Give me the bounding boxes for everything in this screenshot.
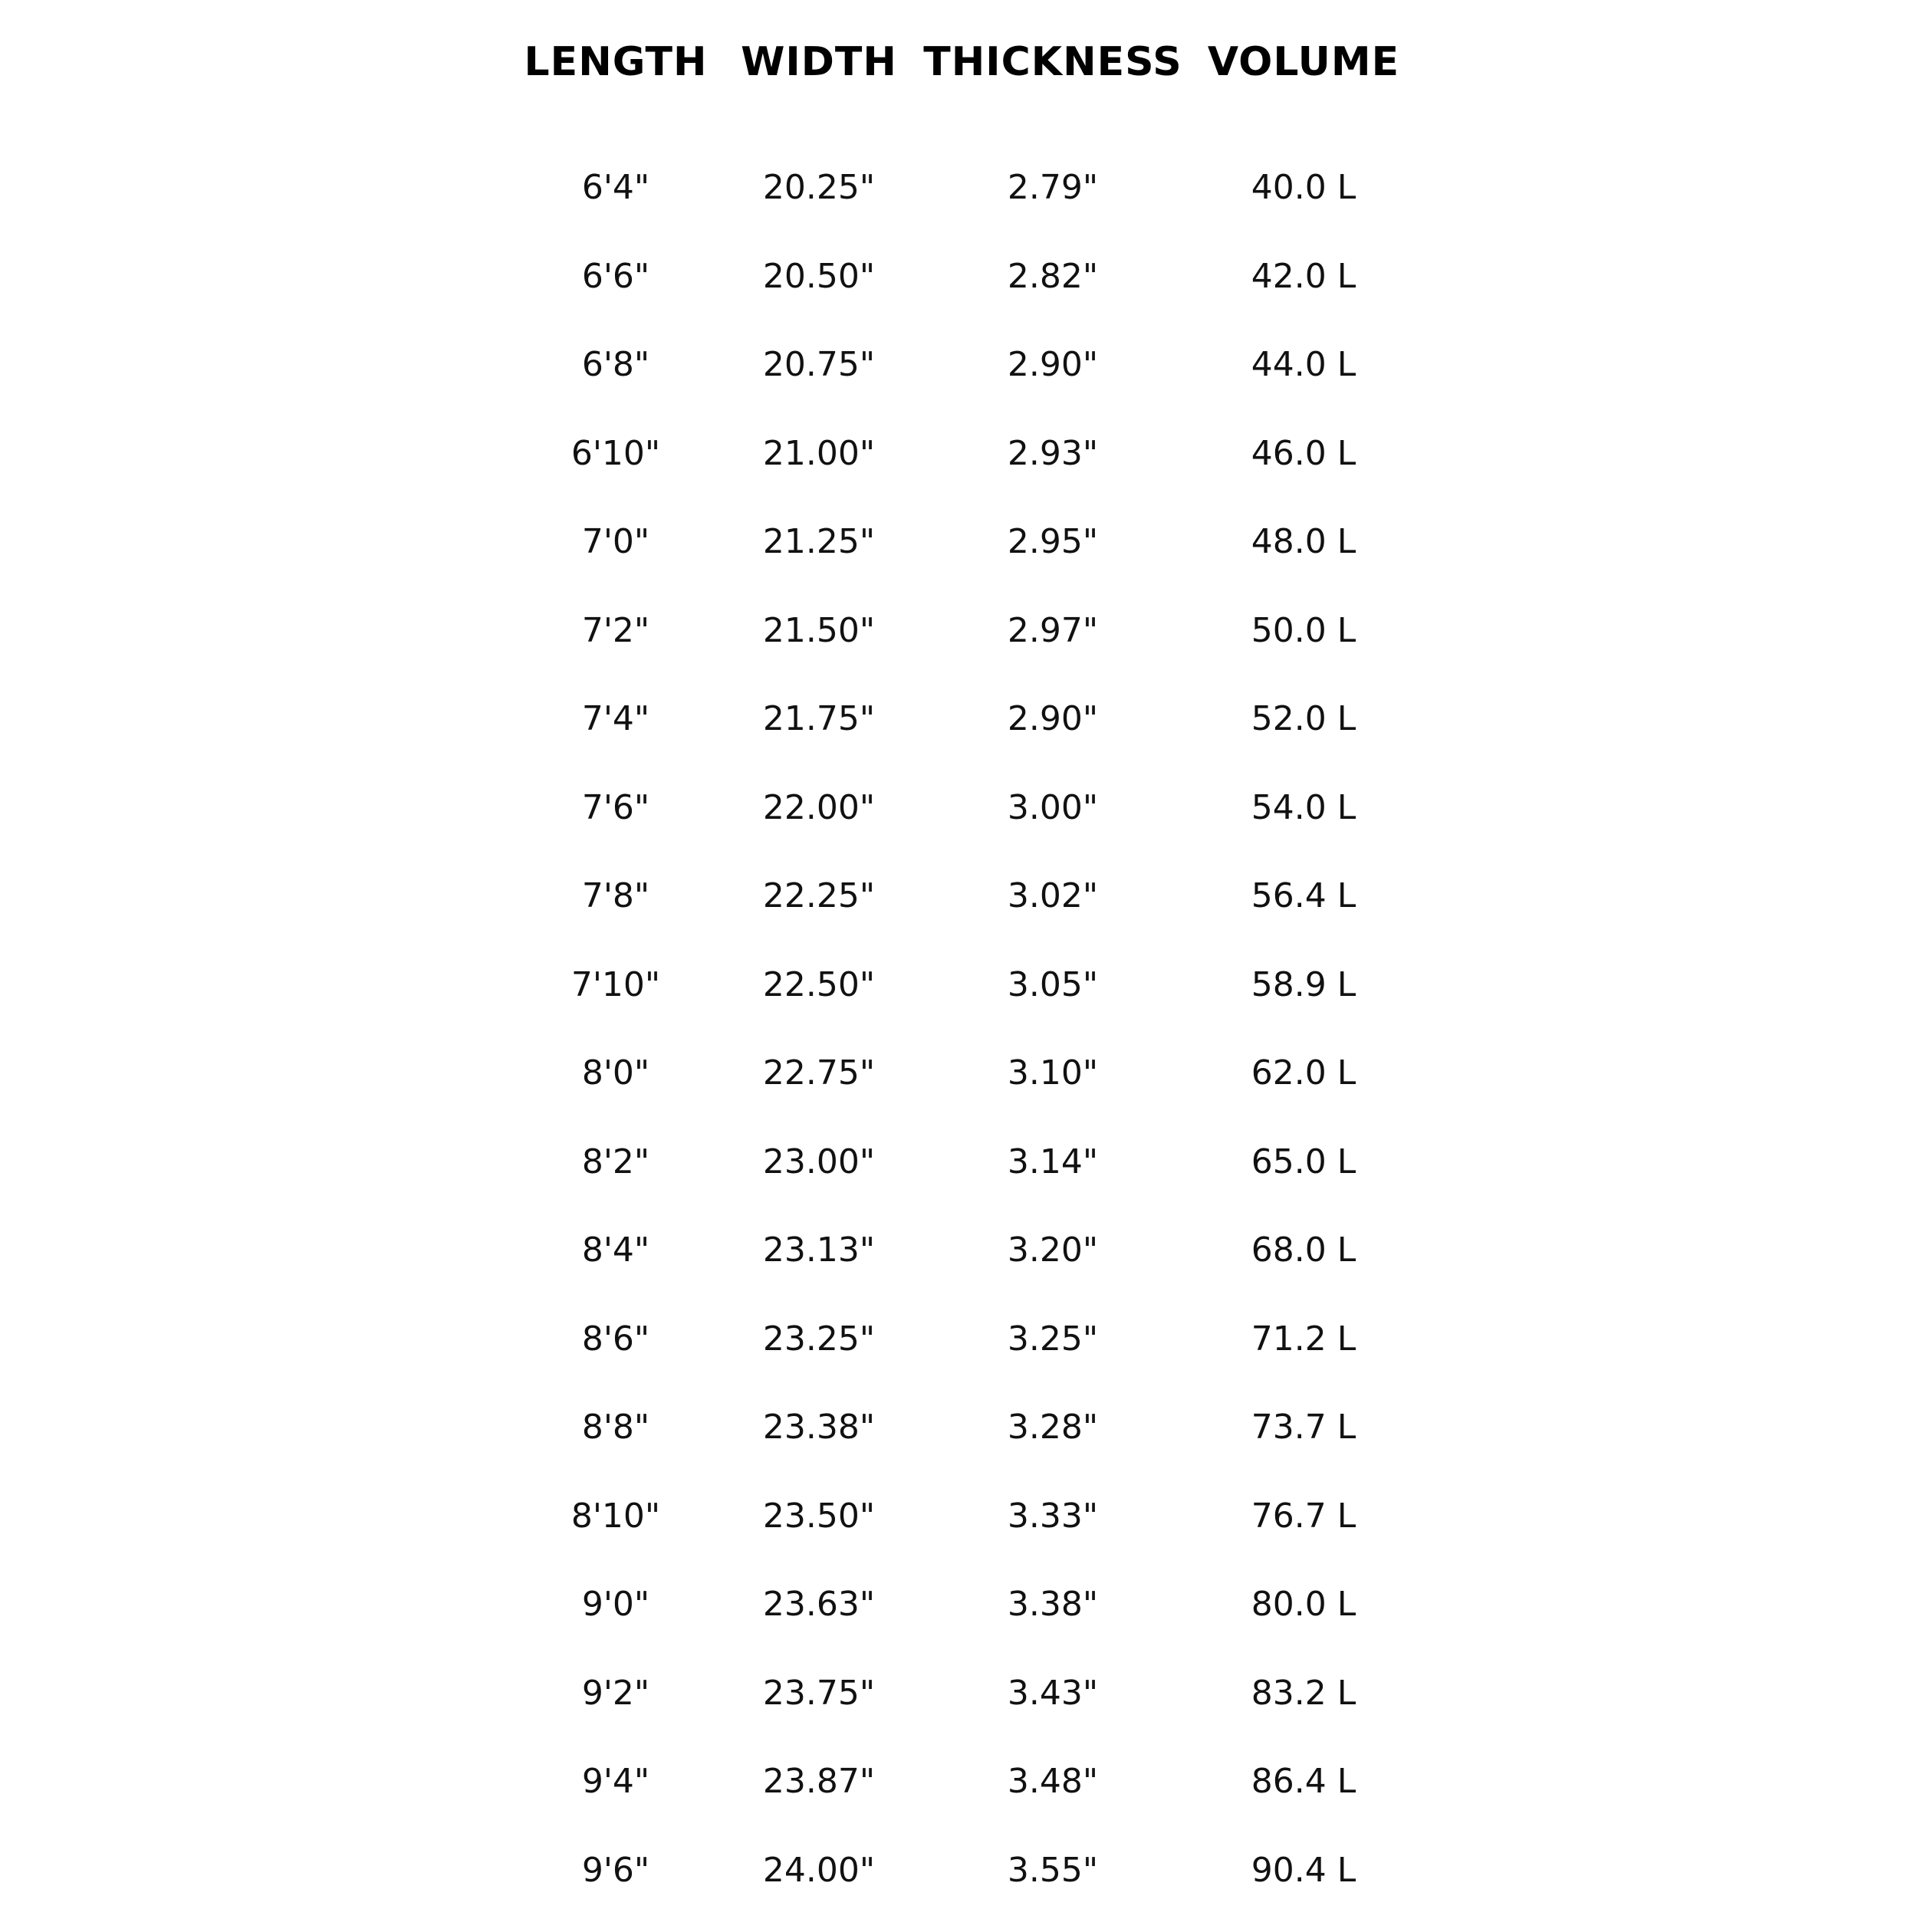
cell-thickness: 2.90": [938, 692, 1168, 746]
cell-volume: 73.7 L: [1189, 1401, 1419, 1454]
cell-length: 6'4": [501, 161, 731, 215]
cell-thickness: 3.10": [938, 1046, 1168, 1100]
header-volume: VOLUME: [1166, 35, 1442, 89]
table-row: [0, 515, 1917, 604]
cell-width: 21.75": [704, 692, 934, 746]
table-row: [0, 161, 1917, 250]
cell-width: 22.75": [704, 1046, 934, 1100]
cell-volume: 50.0 L: [1189, 604, 1419, 658]
cell-length: 9'0": [501, 1578, 731, 1631]
cell-length: 6'10": [501, 427, 731, 481]
cell-width: 22.25": [704, 869, 934, 923]
cell-volume: 90.4 L: [1189, 1844, 1419, 1898]
cell-length: 8'8": [501, 1401, 731, 1454]
cell-thickness: 3.02": [938, 869, 1168, 923]
cell-thickness: 3.14": [938, 1135, 1168, 1189]
cell-thickness: 2.90": [938, 338, 1168, 392]
cell-width: 23.25": [704, 1313, 934, 1366]
cell-length: 7'8": [501, 869, 731, 923]
table-row: [0, 604, 1917, 693]
cell-thickness: 2.95": [938, 515, 1168, 569]
table-row: [0, 1401, 1917, 1490]
table-row: [0, 1578, 1917, 1667]
table-row: [0, 427, 1917, 516]
cell-length: 9'6": [501, 1844, 731, 1898]
table-row: [0, 958, 1917, 1047]
table-row: [0, 1046, 1917, 1135]
cell-thickness: 2.97": [938, 604, 1168, 658]
table-row: [0, 1667, 1917, 1756]
cell-thickness: 3.43": [938, 1667, 1168, 1720]
cell-volume: 83.2 L: [1189, 1667, 1419, 1720]
cell-length: 7'10": [501, 958, 731, 1012]
cell-thickness: 2.93": [938, 427, 1168, 481]
table-row: [0, 781, 1917, 870]
cell-volume: 71.2 L: [1189, 1313, 1419, 1366]
cell-thickness: 2.82": [938, 250, 1168, 304]
cell-thickness: 3.25": [938, 1313, 1168, 1366]
table-header: [0, 35, 1917, 89]
table-body: [0, 161, 1917, 1932]
cell-thickness: 3.33": [938, 1490, 1168, 1543]
cell-thickness: 3.48": [938, 1755, 1168, 1809]
header-width: WIDTH: [681, 35, 957, 89]
table-row: [0, 692, 1917, 781]
header-thickness: THICKNESS: [915, 35, 1191, 89]
cell-length: 8'6": [501, 1313, 731, 1366]
cell-length: 9'2": [501, 1667, 731, 1720]
cell-width: 23.63": [704, 1578, 934, 1631]
cell-thickness: 3.05": [938, 958, 1168, 1012]
table-row: [0, 869, 1917, 958]
table-row: [0, 1490, 1917, 1579]
table-row: [0, 1313, 1917, 1401]
cell-width: 23.50": [704, 1490, 934, 1543]
cell-length: 7'0": [501, 515, 731, 569]
table-row: [0, 1755, 1917, 1844]
cell-width: 21.25": [704, 515, 934, 569]
cell-width: 23.13": [704, 1224, 934, 1277]
cell-length: 8'10": [501, 1490, 731, 1543]
table-row: [0, 1844, 1917, 1932]
cell-thickness: 3.55": [938, 1844, 1168, 1898]
cell-length: 9'4": [501, 1755, 731, 1809]
cell-width: 20.50": [704, 250, 934, 304]
cell-volume: 54.0 L: [1189, 781, 1419, 835]
cell-volume: 44.0 L: [1189, 338, 1419, 392]
table-row: [0, 1224, 1917, 1313]
cell-volume: 58.9 L: [1189, 958, 1419, 1012]
cell-volume: 52.0 L: [1189, 692, 1419, 746]
cell-length: 8'2": [501, 1135, 731, 1189]
cell-width: 21.00": [704, 427, 934, 481]
cell-length: 7'4": [501, 692, 731, 746]
cell-width: 23.00": [704, 1135, 934, 1189]
cell-length: 8'0": [501, 1046, 731, 1100]
cell-length: 6'8": [501, 338, 731, 392]
cell-volume: 48.0 L: [1189, 515, 1419, 569]
cell-thickness: 3.00": [938, 781, 1168, 835]
cell-volume: 42.0 L: [1189, 250, 1419, 304]
cell-length: 6'6": [501, 250, 731, 304]
header-length: LENGTH: [478, 35, 754, 89]
cell-width: 20.75": [704, 338, 934, 392]
cell-volume: 62.0 L: [1189, 1046, 1419, 1100]
cell-volume: 46.0 L: [1189, 427, 1419, 481]
cell-width: 23.87": [704, 1755, 934, 1809]
cell-width: 21.50": [704, 604, 934, 658]
cell-width: 22.00": [704, 781, 934, 835]
cell-volume: 65.0 L: [1189, 1135, 1419, 1189]
cell-thickness: 3.38": [938, 1578, 1168, 1631]
cell-length: 7'2": [501, 604, 731, 658]
table-row: [0, 338, 1917, 427]
cell-width: 23.38": [704, 1401, 934, 1454]
cell-volume: 86.4 L: [1189, 1755, 1419, 1809]
cell-thickness: 3.20": [938, 1224, 1168, 1277]
cell-volume: 76.7 L: [1189, 1490, 1419, 1543]
cell-width: 23.75": [704, 1667, 934, 1720]
cell-thickness: 2.79": [938, 161, 1168, 215]
cell-width: 20.25": [704, 161, 934, 215]
cell-volume: 56.4 L: [1189, 869, 1419, 923]
cell-length: 8'4": [501, 1224, 731, 1277]
cell-length: 7'6": [501, 781, 731, 835]
cell-thickness: 3.28": [938, 1401, 1168, 1454]
cell-volume: 68.0 L: [1189, 1224, 1419, 1277]
cell-volume: 80.0 L: [1189, 1578, 1419, 1631]
table-row: [0, 250, 1917, 339]
cell-width: 22.50": [704, 958, 934, 1012]
table-row: [0, 1135, 1917, 1224]
cell-width: 24.00": [704, 1844, 934, 1898]
cell-volume: 40.0 L: [1189, 161, 1419, 215]
